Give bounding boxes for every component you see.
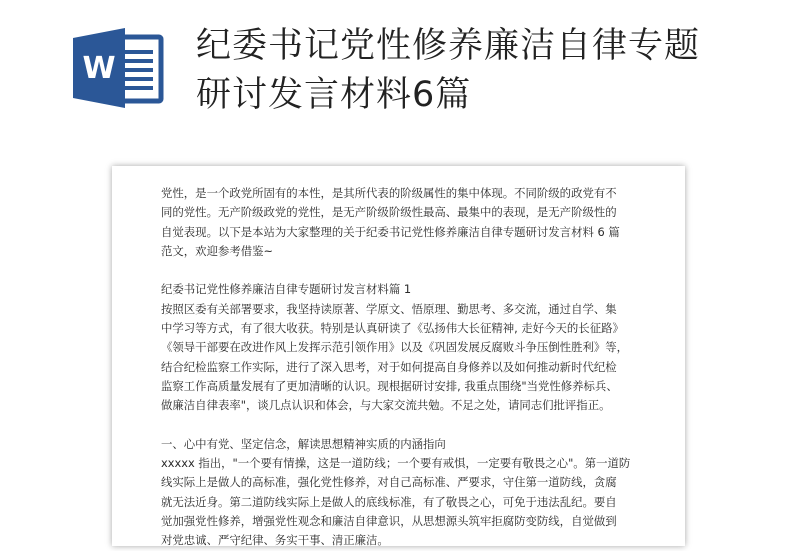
document-text-line: xxxxx 指出，"一个要有情操，这是一道防线；一个要有戒惧，一定要有敬畏之心"。第一道防 (161, 456, 631, 471)
document-text-line: 做廉洁自律表率"，谈几点认识和体会，与大家交流共勉。不足之处，请同志们批评指正。 (161, 398, 611, 413)
document-text-line: 觉加强党性修养，增强党性观念和廉洁自律意识，从思想源头筑牢拒腐防变防线，自觉做到 (161, 514, 617, 529)
document-text-line: 同的党性。无产阶级政党的党性，是无产阶级阶级性最高、最集中的表现，是无产阶级性的 (161, 205, 617, 220)
document-text-line: 中学习等方式，有了很大收获。特别是认真研读了《弘扬伟大长征精神, 走好今天的长征路》 (161, 321, 624, 336)
title-line-1: 纪委书记党性修养廉洁自律专题 (196, 26, 701, 66)
document-text-line: 按照区委有关部署要求，我坚持读原著、学原文、悟原理、勤思考、多交流，通过自学、集 (161, 301, 617, 316)
document-text-line: 就无法近身。第二道防线实际上是做人的底线标准，有了敬畏之心，可免于违法乱纪。要自 (161, 494, 617, 509)
svg-text:W: W (82, 51, 116, 86)
document-text-line: 一、心中有党、坚定信念，解读思想精神实质的内涵指向 (161, 436, 446, 451)
document-text-line: 范文，欢迎参考借鉴~ (161, 243, 274, 258)
word-document-icon (73, 28, 165, 108)
document-text-line: 结合纪检监察工作实际，进行了深入思考，对于如何提高自身修养以及如何推动新时代纪检 (161, 359, 617, 374)
paragraph-spacer (161, 416, 653, 435)
document-text-line: 党性，是一个政党所固有的本性，是其所代表的阶级属性的集中体现。不同阶级的政党有不 (161, 186, 617, 200)
header (0, 0, 800, 150)
document-text-line: 监察工作高质量发展有了更加清晰的认识。现根据研讨安排, 我重点围绕"当党性修养标兵、 (161, 378, 618, 393)
paragraph-spacer (161, 261, 653, 280)
document-preview-page (112, 166, 685, 546)
document-text-line: 纪委书记党性修养廉洁自律专题研讨发言材料篇 1 (161, 282, 412, 297)
document-text-line: 线实际上是做人的高标准，强化党性修养，对自己高标准、严要求，守住第一道防线，贪腐 (161, 475, 617, 490)
page-title (196, 22, 776, 120)
document-text-line: 对党忠诚、严守纪律、务实干事、清正廉洁。 (161, 533, 389, 548)
document-body (161, 184, 653, 551)
document-text-line: 自觉表现。以下是本站为大家整理的关于纪委书记党性修养廉洁自律专题研讨发言材料 6 篇 (161, 224, 620, 239)
document-text-line: 《领导干部要在改进作风上发挥示范引领作用》以及《巩固发展反腐败斗争压倒性胜利》等， (161, 340, 629, 355)
title-line-2: 研讨发言材料6篇 (196, 75, 472, 115)
